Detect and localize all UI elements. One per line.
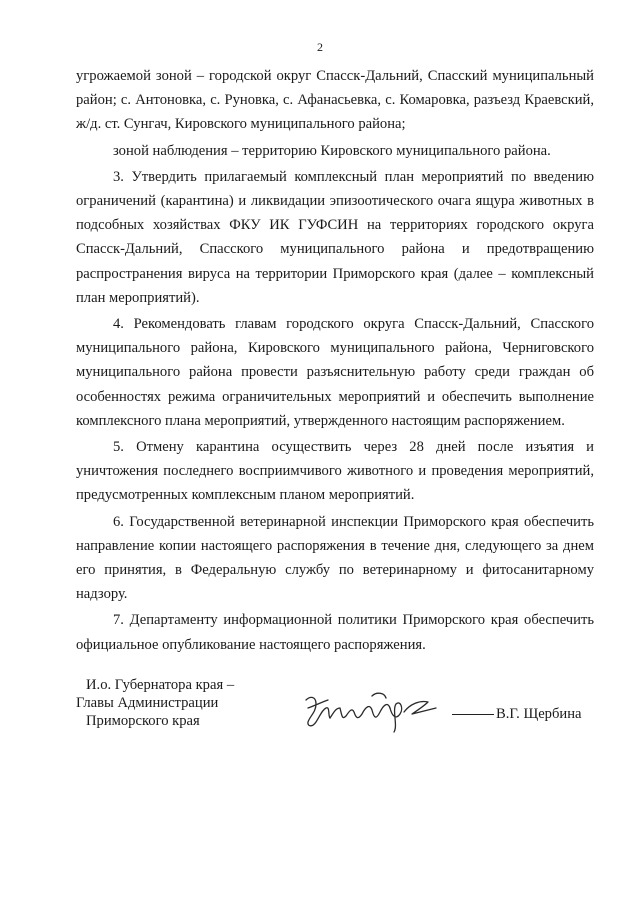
paragraph-item-6: 6. Государственной ветеринарной инспекции Приморского края обеспечить направление копии настоящего распоряжения в течение дня, следующего за днем его принятия, в Федеральную службу по ветеринарному и фитосанитарному надзору. (76, 513, 594, 603)
handwritten-signature (300, 686, 450, 738)
position-line: Главы Администрации (76, 695, 219, 711)
position-line: Приморского края (86, 713, 200, 729)
position-line: И.о. Губернатора края – (86, 677, 235, 693)
paragraph-threatened-zone: угрожаемой зоной – городской округ Спасск-Дальний, Спасский муниципальный район; с. Антоновка, с. Руновка, с. Афанасьевка, с. Комаровка, разъезд Краевский, ж/д. ст. Сунгач, Кировского муниципального района; (76, 68, 594, 133)
paragraph-item-5: 5. Отмену карантина осуществить через 28 дней после изъятия и уничтожения последнего восприимчивого животного и проведения мероприятий, предусмотренных комплексным планом мероприятий. (76, 439, 594, 504)
paragraph-item-7: 7. Департаменту информационной политики Приморского края обеспечить официальное опубликование настоящего распоряжения. (76, 612, 594, 653)
signatory-position (76, 676, 234, 730)
paragraph-item-3: 3. Утвердить прилагаемый комплексный план мероприятий по введению ограничений (карантина) и ликвидации эпизоотического очага ящура животных в подсобных хозяйствах ФКУ ИК ГУФСИН на территориях городского округа Спасск-Дальний, Спасского муниципального района и предотвращению распространения вируса на территории Приморского края (далее – комплексный план мероприятий). (76, 168, 594, 306)
signature-dash (452, 714, 494, 715)
document-body (76, 64, 594, 657)
page-number: 2 (317, 40, 323, 54)
signatory-name: В.Г. Щербина (496, 706, 582, 722)
paragraph-observation-zone: зоной наблюдения – территорию Кировского муниципального района. (113, 142, 551, 159)
paragraph-item-4: 4. Рекомендовать главам городского округа Спасск-Дальний, Спасского муниципального района, Кировского муниципального района, Черниговского муниципального района провести разъяснительную работу среди граждан об особенностях режима ограничительных мероприятий и обеспечить выполнение комплексного плана мероприятий, утвержденного настоящим распоряжением. (76, 316, 594, 429)
